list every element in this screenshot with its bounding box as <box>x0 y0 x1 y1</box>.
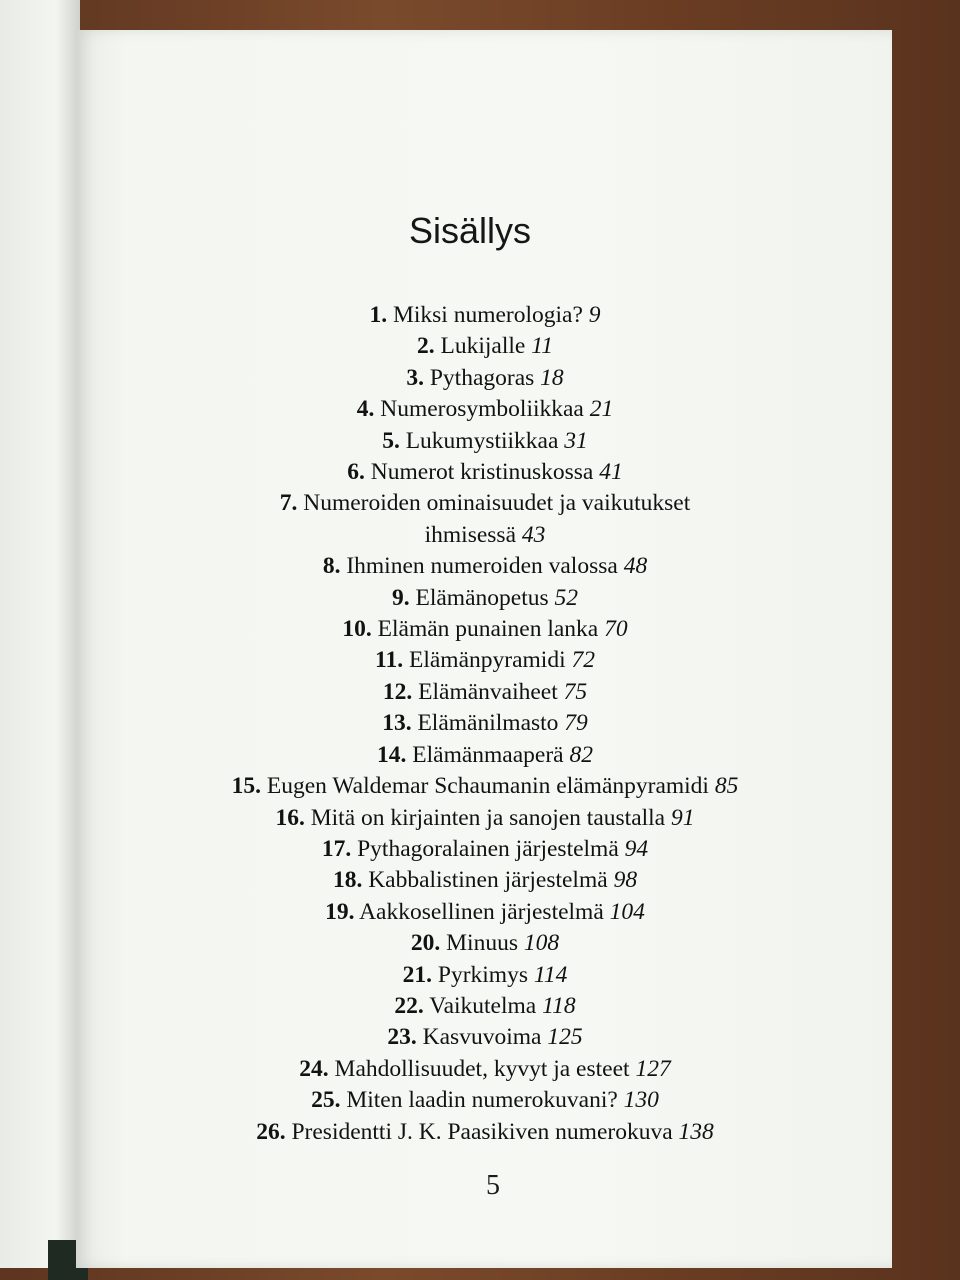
toc-entry: 8. Ihminen numeroiden valossa 48 <box>322 553 648 580</box>
toc-entry: 19. Aakkosellinen järjestelmä 104 <box>325 898 645 925</box>
toc-entry: 24. Mahdollisuudet, kyvyt ja esteet 127 <box>299 1055 671 1082</box>
toc-entry: 22. Vaikutelma 118 <box>394 992 576 1019</box>
toc-entry: 21. Pyrkimys 114 <box>402 961 568 988</box>
toc-entry: 18. Kabbalistinen järjestelmä 98 <box>332 867 638 894</box>
toc-entry: 17. Pythagoralainen järjestelmä 94 <box>321 835 649 862</box>
toc-entry: 10. Elämän punainen lanka 70 <box>342 616 628 643</box>
toc-entry: 26. Presidentti J. K. Paasikiven numerokuva 138 <box>256 1118 714 1145</box>
toc-entry: 25. Miten laadin numerokuvani? 130 <box>311 1087 659 1114</box>
page-title: Sisällys <box>408 210 532 251</box>
toc-entry: 2. Lukijalle 11 <box>417 333 553 360</box>
toc-entry: 13. Elämänilmasto 79 <box>382 710 588 737</box>
toc-entry: 12. Elämänvaiheet 75 <box>382 678 588 705</box>
table-of-contents <box>0 300 960 1148</box>
toc-entry: 9. Elämänopetus 52 <box>391 584 578 611</box>
toc-entry: 3. Pythagoras 18 <box>406 364 564 391</box>
toc-entry: 14. Elämänmaaperä 82 <box>377 741 593 768</box>
toc-entry: 23. Kasvuvoima 125 <box>387 1024 583 1051</box>
toc-entry: 15. Eugen Waldemar Schaumanin elämänpyramidi 85 <box>231 773 739 800</box>
toc-entry: 5. Lukumystiikkaa 31 <box>382 427 588 454</box>
toc-entry: 11. Elämänpyramidi 72 <box>375 647 595 674</box>
toc-entry-continuation: ihmisessä 43 <box>424 521 546 548</box>
toc-entry: 20. Minuus 108 <box>410 930 560 957</box>
page-number: 5 <box>486 1170 500 1201</box>
toc-entry: 1. Miksi numerologia? 9 <box>369 302 601 328</box>
toc-entry: 6. Numerot kristinuskossa 41 <box>347 459 623 486</box>
toc-entry: 16. Mitä on kirjainten ja sanojen taustalla 91 <box>275 804 695 831</box>
toc-entry: 7. Numeroiden ominaisuudet ja vaikutukset <box>279 490 691 517</box>
toc-entry: 4. Numerosymboliikkaa 21 <box>356 396 614 423</box>
